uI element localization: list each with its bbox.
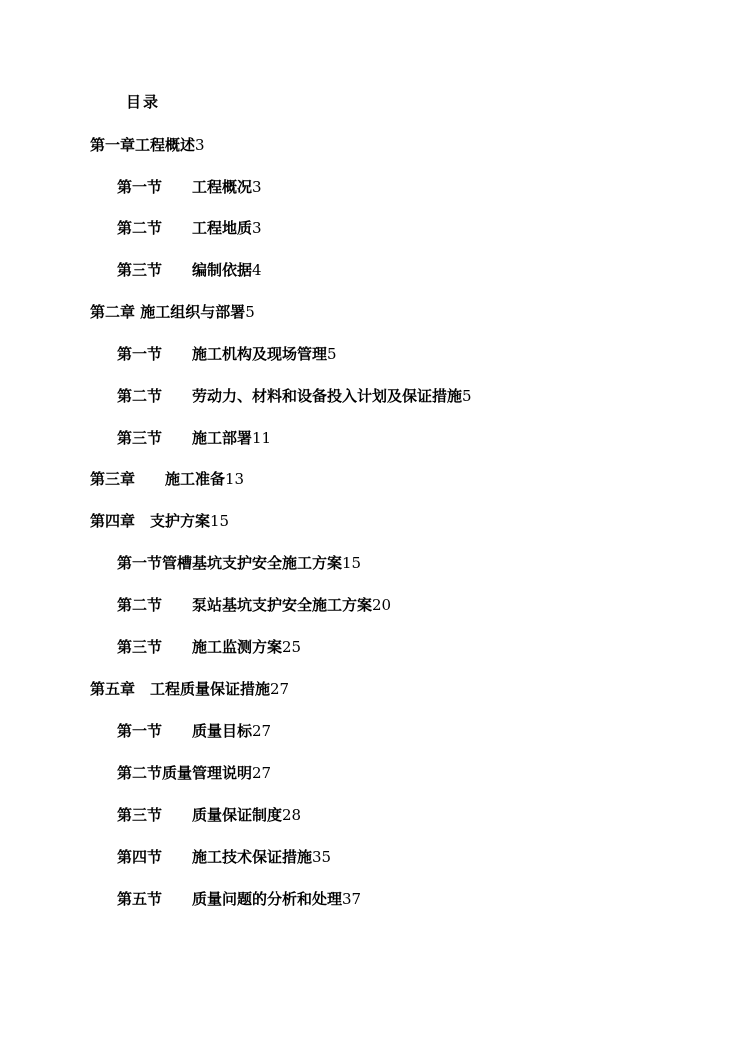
toc-entry-section xyxy=(117,344,337,364)
toc-title: 目录 xyxy=(126,93,161,111)
toc-entry-chapter xyxy=(90,679,289,699)
toc-entry-label: 第五节 质量问题的分析和处理 xyxy=(117,890,343,908)
toc-entry-section xyxy=(117,847,331,867)
toc-entry-chapter xyxy=(90,302,255,322)
toc-entry-label: 第四章 支护方案 xyxy=(90,512,211,530)
toc-entry-label: 第一节 质量目标 xyxy=(117,722,253,740)
toc-entry-page: 27 xyxy=(252,722,272,740)
toc-entry-page: 25 xyxy=(282,638,302,656)
toc-entry-page: 15 xyxy=(342,554,362,572)
toc-entry-label: 第三节 质量保证制度 xyxy=(117,806,283,824)
toc-entry-section xyxy=(117,889,361,909)
toc-entry-page: 13 xyxy=(225,470,245,488)
toc-entry-label: 第一节 工程概况 xyxy=(117,178,253,196)
toc-entry-section xyxy=(117,386,472,406)
toc-entry-section xyxy=(117,805,301,825)
toc-entry-label: 第一节 施工机构及现场管理 xyxy=(117,345,328,363)
toc-entry-section xyxy=(117,595,391,615)
toc-entry-section xyxy=(117,177,262,197)
toc-entry-page: 5 xyxy=(462,387,472,405)
toc-entry-page: 5 xyxy=(245,303,255,321)
toc-entry-label: 第一章工程概述 xyxy=(90,136,196,154)
toc-entry-section xyxy=(117,721,271,741)
toc-entry-label: 第三节 施工监测方案 xyxy=(117,638,283,656)
toc-entry-page: 3 xyxy=(252,178,262,196)
toc-entry-page: 35 xyxy=(312,848,332,866)
toc-entry-label: 第三节 施工部署 xyxy=(117,429,253,447)
toc-entry-page: 20 xyxy=(372,596,392,614)
toc-entry-label: 第四节 施工技术保证措施 xyxy=(117,848,313,866)
toc-entry-section xyxy=(117,553,361,573)
toc-entry-label: 第二节 劳动力、材料和设备投入计划及保证措施 xyxy=(117,387,463,405)
toc-entry-page: 3 xyxy=(195,136,205,154)
toc-entry-label: 第二节 泵站基坑支护安全施工方案 xyxy=(117,596,373,614)
toc-entry-label: 第二章 施工组织与部署 xyxy=(90,303,246,321)
toc-entry-chapter xyxy=(90,511,229,531)
toc-entry-label: 第五章 工程质量保证措施 xyxy=(90,680,271,698)
toc-entry-page: 37 xyxy=(342,890,362,908)
toc-entry-chapter xyxy=(90,135,205,155)
toc-entry-page: 28 xyxy=(282,806,302,824)
toc-entry-label: 第一节管槽基坑支护安全施工方案 xyxy=(117,554,343,572)
toc-entry-page: 3 xyxy=(252,219,262,237)
toc-entry-page: 5 xyxy=(327,345,337,363)
toc-entry-section xyxy=(117,428,271,448)
toc-entry-section xyxy=(117,218,262,238)
toc-entry-page: 4 xyxy=(252,261,262,279)
toc-entry-chapter xyxy=(90,469,244,489)
toc-entry-section xyxy=(117,260,262,280)
toc-entry-page: 27 xyxy=(252,764,272,782)
toc-entry-page: 27 xyxy=(270,680,290,698)
toc-entry-label: 第二节 工程地质 xyxy=(117,219,253,237)
toc-entry-label: 第三章 施工准备 xyxy=(90,470,226,488)
toc-entry-page: 11 xyxy=(252,429,272,447)
toc-entry-section xyxy=(117,637,301,657)
toc-entry-label: 第三节 编制依据 xyxy=(117,261,253,279)
toc-entry-label: 第二节质量管理说明 xyxy=(117,764,253,782)
toc-entry-page: 15 xyxy=(210,512,230,530)
toc-entry-section xyxy=(117,763,271,783)
